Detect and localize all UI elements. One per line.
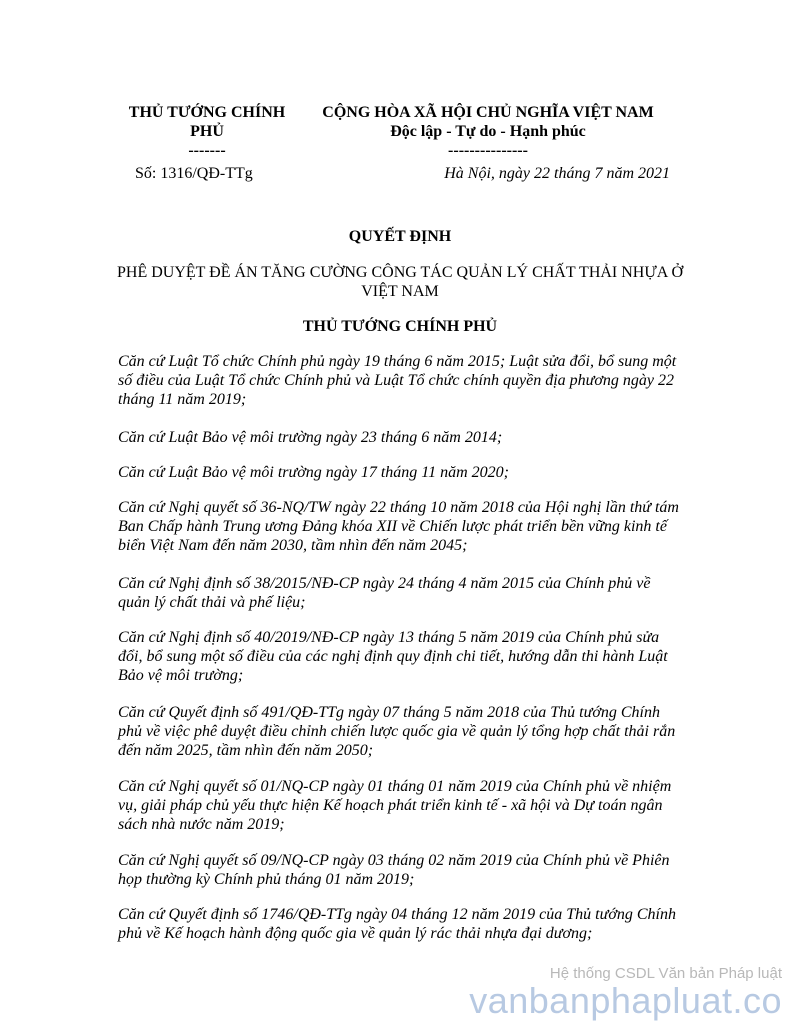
issuing-agency-line2: PHỦ [190, 123, 224, 140]
document-subtitle: PHÊ DUYỆT ĐỀ ÁN TĂNG CƯỜNG CÔNG TÁC QUẢN LÝ CHẤT THẢI NHỰA Ở VIỆT NAM [116, 264, 683, 300]
legal-basis-item: Căn cứ Nghị quyết số 09/NQ-CP ngày 03 tháng 02 năm 2019 của Chính phủ về Phiên họp thường kỳ Chính phủ tháng 01 năm 2019; [118, 852, 670, 888]
document-date: Hà Nội, ngày 22 tháng 7 năm 2021 [444, 165, 670, 182]
watermark-caption: Hệ thống CSDL Văn bản Pháp luật [549, 965, 782, 982]
issuing-authority: THỦ TƯỚNG CHÍNH PHỦ [302, 318, 498, 335]
agency-separator: ------- [188, 142, 226, 159]
legal-basis-item: Căn cứ Nghị quyết số 01/NQ-CP ngày 01 tháng 01 năm 2019 của Chính phủ về nhiệm vụ, giải pháp chủ yếu thực hiện Kế hoạch phát triển kinh tế - xã hội và Dự toán ngân sách nhà nước năm 2019; [118, 778, 672, 833]
national-title: CỘNG HÒA XÃ HỘI CHỦ NGHĨA VIỆT NAM [322, 104, 654, 121]
national-motto: Độc lập - Tự do - Hạnh phúc [390, 123, 586, 140]
legal-basis-item: Căn cứ Nghị định số 40/2019/NĐ-CP ngày 13 tháng 5 năm 2019 của Chính phủ sửa đổi, bổ sung một số điều của các nghị định quy định chi tiết, hướng dẫn thi hành Luật Bảo vệ môi trường; [118, 629, 668, 684]
issuing-agency-block [122, 103, 292, 160]
national-title-block [318, 103, 658, 160]
legal-basis-item: Căn cứ Nghị định số 38/2015/NĐ-CP ngày 24 tháng 4 năm 2015 của Chính phủ về quản lý chất thải và phế liệu; [118, 575, 651, 611]
document-number: Số: 1316/QĐ-TTg [135, 165, 253, 182]
issuing-agency-line1: THỦ TƯỚNG CHÍNH [128, 104, 286, 121]
watermark-domain: vanbanphapluat.co [469, 980, 782, 1021]
legal-basis-item: Căn cứ Luật Bảo vệ môi trường ngày 23 tháng 6 năm 2014; [118, 429, 503, 446]
legal-basis-item: Căn cứ Nghị quyết số 36-NQ/TW ngày 22 tháng 10 năm 2018 của Hội nghị lần thứ tám Ban Chấp hành Trung ương Đảng khóa XII về Chiến lược phát triển bền vững kinh tế biển Việt Nam đến năm 2030, tầm nhìn đến năm 2045; [118, 499, 679, 554]
legal-basis-item: Căn cứ Luật Tổ chức Chính phủ ngày 19 tháng 6 năm 2015; Luật sửa đổi, bổ sung một số điều của Luật Tổ chức Chính phủ và Luật Tổ chức chính quyền địa phương ngày 22 tháng 11 năm 2019; [118, 353, 677, 408]
legal-basis-item: Căn cứ Luật Bảo vệ môi trường ngày 17 tháng 11 năm 2020; [118, 464, 509, 481]
legal-basis-item: Căn cứ Quyết định số 1746/QĐ-TTg ngày 04 tháng 12 năm 2019 của Thủ tướng Chính phủ về Kế hoạch hành động quốc gia về quản lý rác thải nhựa đại dương; [118, 906, 676, 942]
legal-basis-item: Căn cứ Quyết định số 491/QĐ-TTg ngày 07 tháng 5 năm 2018 của Thủ tướng Chính phủ về việc phê duyệt điều chỉnh chiến lược quốc gia về quản lý tổng hợp chất thải rắn đến năm 2025, tầm nhìn đến năm 2050; [118, 704, 676, 759]
document-title: QUYẾT ĐỊNH [348, 228, 452, 245]
motto-separator: --------------- [448, 142, 528, 159]
